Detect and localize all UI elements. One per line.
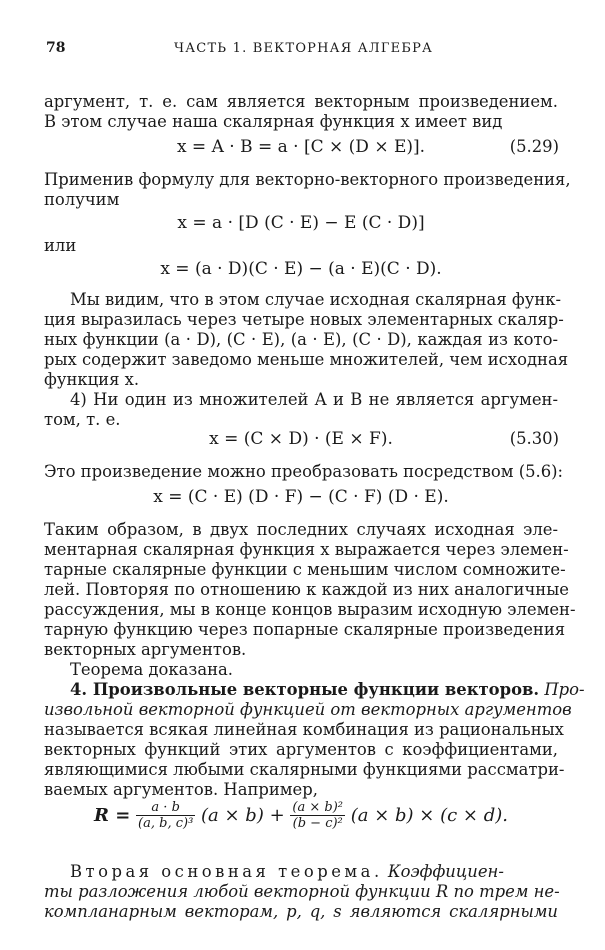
text-line: векторных аргументов. <box>44 640 247 659</box>
equation-number: (5.29) <box>509 137 559 156</box>
equation: x = (a · D)(C · E) − (a · E)(C · D). <box>160 259 442 279</box>
text-line: ты разложения любой векторной функции R по трем не- <box>44 882 560 901</box>
equation: x = (C · E) (D · F) − (C · F) (D · E). <box>153 487 449 507</box>
equation-number: (5.30) <box>509 429 559 448</box>
text-line: аргумент, т. е. сам является векторным произведением. <box>44 92 558 111</box>
fraction-1-denominator: (a, b, c)³ <box>138 816 194 831</box>
theorem-title: Вторая основная теорема. <box>70 862 383 881</box>
text-line: получим <box>44 190 120 209</box>
fraction-2-denominator: (b − c)² <box>292 816 343 831</box>
equation: x = a · [D (C · E) − E (C · D)] <box>177 213 425 233</box>
text-line: ных функции (a · D), (C · E), (a · E), (C · D), каждая из кото- <box>44 330 558 349</box>
equation-5-29: x = A · B = a · [C × (D × E)]. <box>176 137 426 157</box>
text-line: Мы видим, что в этом случае исходная скалярная функ- <box>70 290 562 309</box>
section-heading-line <box>70 680 585 700</box>
text-line: или <box>44 236 77 255</box>
equation-5-30: x = (C × D) · (E × F). <box>209 429 393 449</box>
italic-text: Коэффициен- <box>387 862 504 881</box>
text-line: тарную функцию через попарные скалярные произведения <box>44 620 566 639</box>
text-line: Применив формулу для векторно-векторного произведения, <box>44 170 571 189</box>
text-line: рых содержит заведомо меньше множителей, чем исходная <box>44 350 569 369</box>
running-head: ЧАСТЬ 1. ВЕКТОРНАЯ АЛГЕБРА <box>174 41 434 56</box>
text-line: извольной векторной функцией от векторных аргументов <box>44 700 572 719</box>
vector-function-formula <box>44 800 558 850</box>
text-line: том, т. е. <box>44 410 121 429</box>
text-line: В этом случае наша скалярная функция x имеет вид <box>44 112 503 131</box>
text-line: компланарным векторам, p, q, s являются скалярными <box>44 902 558 921</box>
text-line: ция выразилась через четыре новых элементарных скаляр- <box>44 310 564 329</box>
text-line: Таким образом, в двух последних случаях исходная эле- <box>44 520 558 539</box>
text-line: ваемых аргументов. Например, <box>44 780 318 799</box>
text-line: векторных функций этих аргументов с коэффициентами, <box>44 740 558 759</box>
formula-middle: (a × b) + <box>201 805 285 826</box>
fraction-2-numerator: (a × b)² <box>292 800 343 815</box>
text-line: тарные скалярные функции с меньшим числом сомножите- <box>44 560 566 579</box>
italic-text: Про- <box>544 680 585 699</box>
fraction-1-numerator: a · b <box>136 800 195 816</box>
text-line: функция x. <box>44 370 140 389</box>
text-line: ментарная скалярная функция x выражается через элемен- <box>44 540 569 559</box>
text-line: 4) Ни один из множителей A и B не является аргумен- <box>70 390 558 409</box>
section-heading: 4. Произвольные векторные функции векторов. <box>70 680 540 699</box>
text-line: Это произведение можно преобразовать посредством (5.6): <box>44 462 564 481</box>
text-line: лей. Повторяя по отношению к каждой из них аналогичные <box>44 580 569 599</box>
fraction-1 <box>136 800 195 831</box>
fraction-2 <box>290 800 345 831</box>
formula-lhs: R = <box>94 805 131 826</box>
page-header <box>46 40 559 60</box>
text-line: рассуждения, мы в конце концов выразим исходную элемен- <box>44 600 576 619</box>
text-line: являющимися любыми скалярными функциями рассматри- <box>44 760 565 779</box>
text-line: называется всякая линейная комбинация из рациональных <box>44 720 564 739</box>
theorem-heading-line <box>70 862 558 882</box>
page-number: 78 <box>46 40 66 56</box>
text-line: Теорема доказана. <box>70 660 234 679</box>
formula-tail: (a × b) × (c × d). <box>350 805 508 826</box>
